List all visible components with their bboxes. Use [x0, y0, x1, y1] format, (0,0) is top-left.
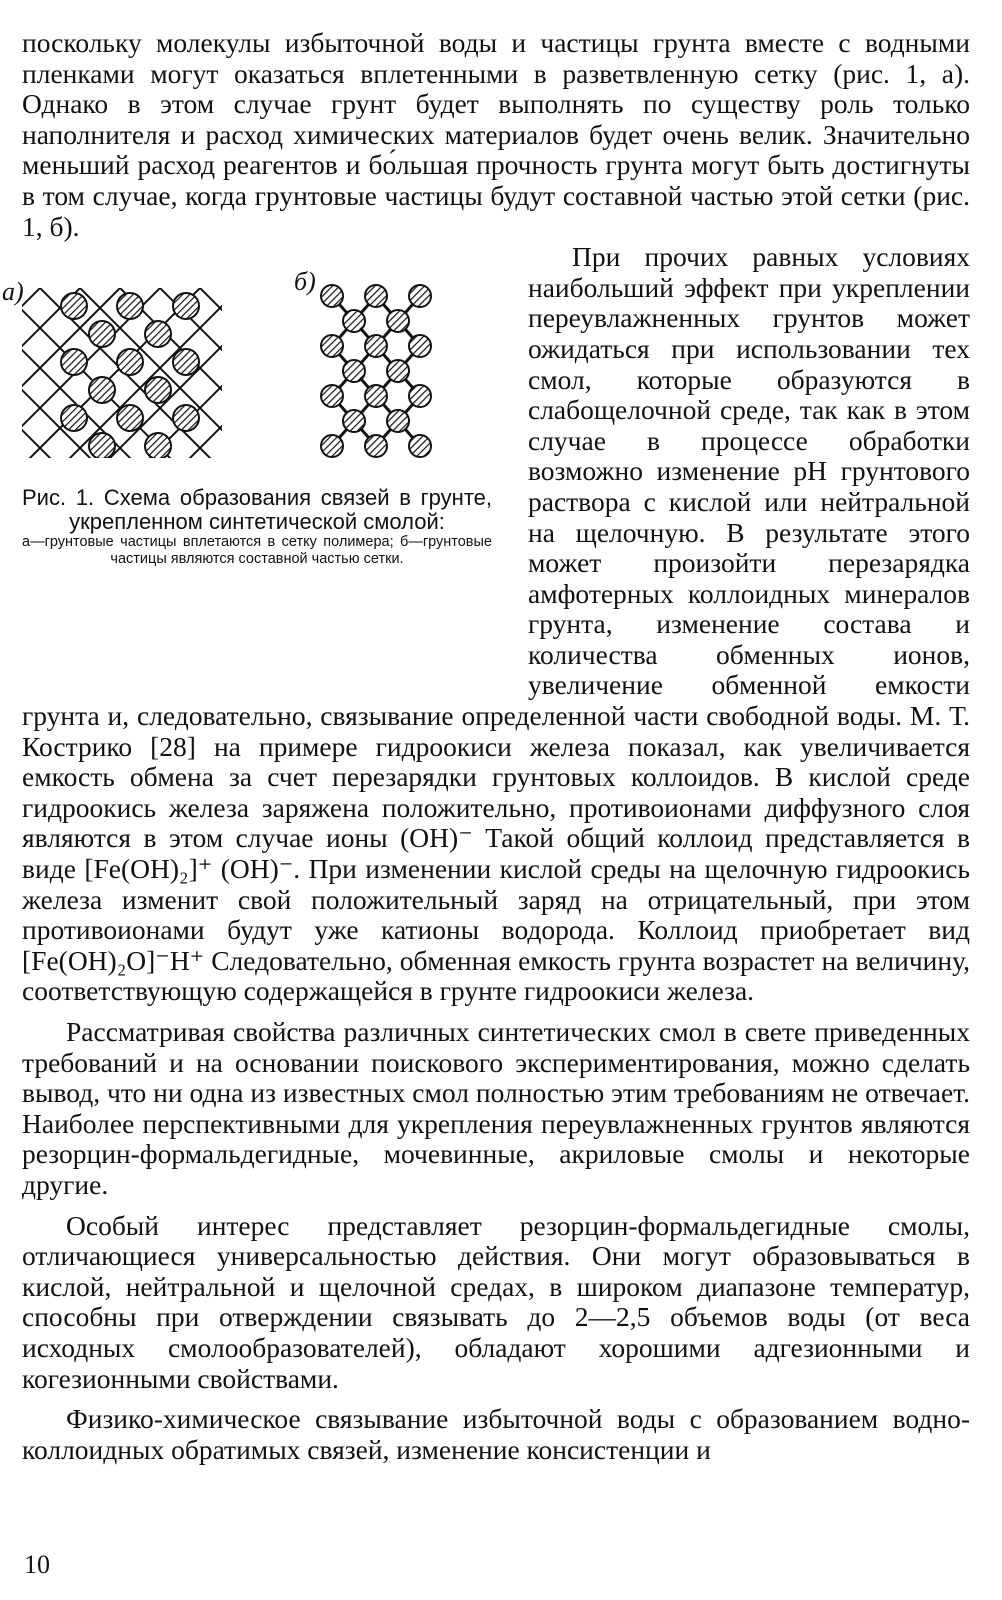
network-particle — [321, 435, 343, 457]
network-particle — [321, 385, 343, 407]
network-particle — [387, 310, 409, 332]
figure-label-b: б) — [294, 267, 316, 297]
network-particle — [321, 335, 343, 357]
soil-particle — [173, 405, 199, 431]
soil-particle — [89, 377, 115, 403]
soil-particle — [61, 349, 87, 375]
paragraph-4: Особый интерес представляет резорцин-формальдегидные смолы, отличающиеся универсальностью действия. Они могут образовываться в кислой, нейтральной и щелочной средах, в широком диапазоне температур, способны при отверждении связывать до 2—2,5 объемов воды (от веса исходных смолообразователей), обладают хорошими адгезионными и когезионными свойствами. — [22, 1209, 970, 1394]
page-number: 10 — [24, 1550, 50, 1579]
network-particle — [409, 385, 431, 407]
network-particle — [409, 335, 431, 357]
soil-particle — [145, 377, 171, 403]
figure-1-diagram — [2, 248, 512, 478]
network-particle — [365, 435, 387, 457]
network-particle — [387, 360, 409, 382]
mesh-line — [2, 273, 175, 463]
soil-particle — [117, 293, 143, 319]
diagram-b-network — [321, 285, 431, 457]
soil-particle — [89, 433, 115, 459]
figure-1 — [2, 248, 516, 696]
soil-particle — [61, 405, 87, 431]
soil-particle — [89, 321, 115, 347]
network-particle — [321, 285, 343, 307]
network-particle — [409, 285, 431, 307]
soil-particle — [145, 433, 171, 459]
soil-particle — [61, 293, 87, 319]
network-particle — [387, 410, 409, 432]
network-particle — [409, 435, 431, 457]
paragraph-3: Рассматривая свойства различных синтетических смол в свете приведенных требований и на основании поискового экспериментирования, можно сделать вывод, что ни одна из известных смол полностью этим требованиям не отвечает. Наиболее перспективными для укрепления переувлажненных грунтов являются резорцин-формальдегидные, мочевинные, акриловые смолы и некоторые другие. — [22, 1016, 970, 1200]
paragraph-5: Физико-химическое связывание избыточной воды с образованием водно-коллоидных обратимых связей, изменение консистенции и — [22, 1403, 970, 1465]
figure-label-a: а) — [2, 277, 24, 307]
network-particle — [343, 310, 365, 332]
mesh-line — [2, 273, 175, 463]
paragraph-1: поскольку молекулы избыточной воды и частицы грунта вместе с водными пленками могут оказаться вплетенными в разветвленную сетку (рис. 1, а). Однако в этом случае грунт будет выполнять по существу роль только наполнителя и расход химических материалов будет очень велик. Значительно меньший расход реагентов и бо́льшая прочность грунта могут быть достигнуты в том случае, когда грунтовые частицы будут составной частью этой сетки (рис. 1, б). — [22, 27, 970, 242]
network-particle — [365, 385, 387, 407]
network-particle — [365, 285, 387, 307]
soil-particle — [173, 293, 199, 319]
figure-caption — [22, 486, 492, 568]
paragraph-2: При прочих равных условиях наибольший эффект при укреплении переувлажненных грунтов может ожидаться при использовании тех смол, которые образуются в слабощелочной среде, так как в этом случае в процессе обработки возможно изменение pH грунтового раствора с кислой или нейтральной на щелочную. В результате этого может произойти перезарядка амфотерных коллоидных минералов грунта, изменение состава и количества обменных ионов, увеличение обменной емкости грунта и, следовательно, связывание определенной части свободной воды. М. Т. Кострико [28] на примере гидроокиси железа показал, как увеличивается емкость обмена за счет перезарядки грунтовых коллоидов. В кислой среде гидроокись железа заряжена положительно, противоионами диффузного слоя являются в этом случае ионы (OH)⁻ Такой общий коллоид представляется в виде [Fe(OH)₂]⁺ (OH)⁻. При изменении кислой среды на щелочную гидроокись железа изменит свой положительный заряд на отрицательный, при этом противоионами будут уже катионы водорода. Коллоид приобретает вид [Fe(OH)₂O]⁻H⁺ Следовательно, обменная емкость грунта возрастет на величину, соответствующую содержащейся в грунте гидроокиси железа. — [22, 241, 970, 1007]
network-particle — [365, 335, 387, 357]
soil-particle — [117, 349, 143, 375]
network-particle — [343, 410, 365, 432]
page-body — [2, 27, 970, 1465]
figure-caption-note: а—грунтовые частицы вплетаются в сетку полимера; б—грунтовые частицы являются составной частью сетки. — [22, 534, 492, 568]
figure-caption-title: Рис. 1. Схема образования связей в грунте, укрепленном синтетической смолой: — [22, 485, 492, 535]
network-particle — [343, 360, 365, 382]
soil-particle — [117, 405, 143, 431]
soil-particle — [145, 321, 171, 347]
soil-particle — [173, 349, 199, 375]
